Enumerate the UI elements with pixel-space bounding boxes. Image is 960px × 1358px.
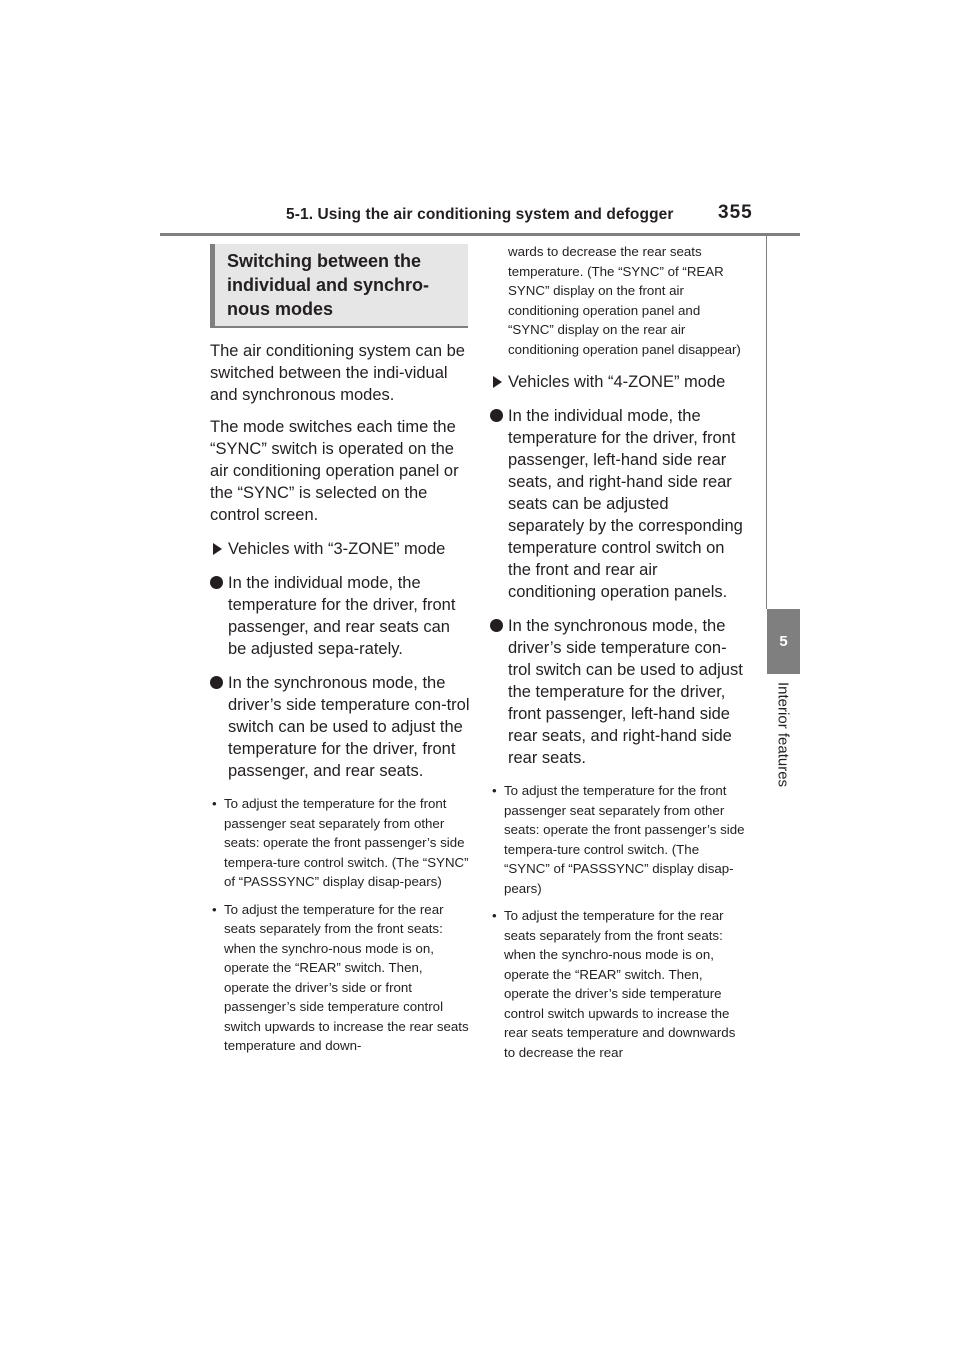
triangle-bullet-icon — [493, 376, 502, 388]
small-dot-icon: • — [492, 908, 497, 923]
left-column — [210, 244, 470, 1056]
note-text: To adjust the temperature for the rear seats separately from the front seats: when the synchro-nous mode is on, operate the “REAR” switch. Then, operate the driver’s side or front passenger’s side temperature control switch upwards to increase the rear seats temperature and down- — [224, 901, 469, 1053]
note-text: To adjust the temperature for the front passenger seat separately from other seats: operate the front passenger’s side tempera-ture control switch. (The “SYNC” of “PASSSYNC” display disap-pears) — [224, 796, 469, 889]
filled-circle-bullet-icon — [490, 409, 503, 422]
filled-circle-bullet-icon — [210, 576, 223, 589]
chapter-tab — [767, 609, 800, 674]
bullet-item — [210, 572, 470, 660]
vehicle-heading-3zone — [210, 538, 470, 560]
filled-circle-bullet-icon — [210, 676, 223, 689]
section-heading-line: individual and synchro- — [227, 275, 430, 295]
header-rule — [160, 233, 800, 236]
vehicle-heading-4zone — [490, 371, 748, 393]
note-text: To adjust the temperature for the front passenger seat separately from other seats: operate the front passenger’s side tempera-ture control switch. (The “SYNC” of “PASSSYNC” display disap-pears) — [504, 783, 745, 896]
bullet-item — [490, 615, 748, 769]
note-item — [210, 900, 470, 1056]
section-heading — [210, 244, 468, 328]
bullet-text: In the individual mode, the temperature for the driver, front passenger, and rear seats can be adjusted sepa-rately. — [228, 574, 456, 658]
chapter-label: Interior features — [774, 682, 792, 788]
bullet-item — [210, 672, 470, 782]
bullet-item — [490, 405, 748, 603]
small-dot-icon: • — [492, 783, 497, 798]
bullet-text: In the synchronous mode, the driver’s side temperature con-trol switch can be used to adjust the temperature for the driver, front passenger, left-hand side rear seats, and right-hand side rear seats. — [508, 617, 743, 767]
side-divider — [766, 236, 767, 609]
note-continuation: wards to decrease the rear seats temperature. (The “SYNC” of “REAR SYNC” display on the front air conditioning operation panel and “SYNC” display on the rear air conditioning operation panel disappear) — [508, 244, 741, 357]
triangle-bullet-icon — [213, 543, 222, 555]
vehicle-heading-text: Vehicles with “3-ZONE” mode — [228, 540, 446, 558]
small-dot-icon: • — [212, 796, 217, 811]
small-dot-icon: • — [212, 901, 217, 917]
section-heading-line: Switching between the — [227, 251, 422, 271]
note-item — [490, 781, 748, 898]
page-number: 355 — [718, 202, 753, 223]
vehicle-heading-text: Vehicles with “4-ZONE” mode — [508, 373, 726, 391]
chapter-number: 5 — [779, 633, 788, 650]
bullet-text: In the synchronous mode, the driver’s side temperature con-trol switch can be used to adjust the temperature for the driver, front passenger, and rear seats. — [228, 674, 470, 780]
right-column — [490, 242, 748, 1062]
note-item — [210, 794, 470, 892]
filled-circle-bullet-icon — [490, 619, 503, 632]
header-title: 5-1. Using the air conditioning system and defogger — [286, 206, 674, 223]
paragraph-intro: The air conditioning system can be switched between the indi-vidual and synchronous modes. — [210, 342, 465, 404]
bullet-text: In the individual mode, the temperature for the driver, front passenger, left-hand side rear seats, and right-hand side rear seats can be adjusted separately by the corresponding temperature control switch on the front and rear air conditioning operation panels. — [508, 407, 743, 601]
section-heading-line: nous modes — [227, 299, 334, 319]
note-item — [490, 906, 748, 1062]
note-text: To adjust the temperature for the rear seats separately from the front seats: when the synchro-nous mode is on, operate the “REAR” switch. Then, operate the driver’s side temperature control switch upwards to increase the rear seats temperature and downwards to decrease the rear — [504, 908, 736, 1060]
paragraph-mode-switch: The mode switches each time the “SYNC” switch is operated on the air conditioning operation panel or the “SYNC” is selected on the control screen. — [210, 418, 459, 524]
